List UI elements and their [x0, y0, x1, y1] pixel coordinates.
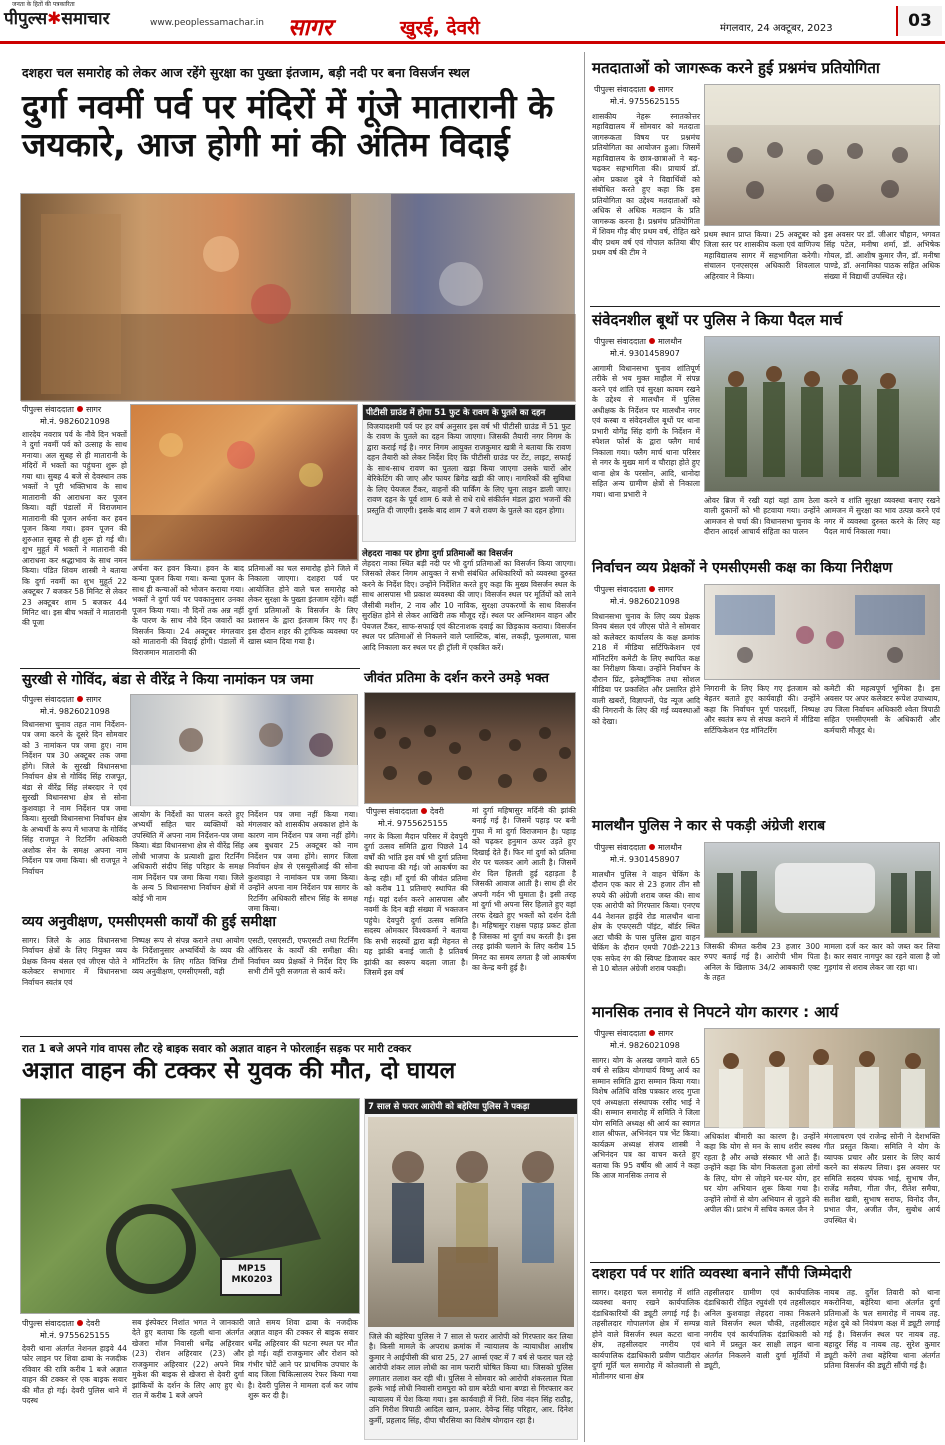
ravan-title: पीटीसी ग्राउंड में होगा 51 फुट के रावण के पुतले का दहन	[363, 405, 575, 420]
column-divider	[584, 52, 585, 1442]
yoga-headline: मानसिक तनाव से निपटने योग कारगर : आर्य	[592, 1003, 839, 1021]
visarjan-box	[362, 548, 576, 666]
quiz-col2: प्रथम स्थान प्राप्त किया। 25 अक्टूबर को जिला स्तर पर शासकीय कला एवं वाणिज्य महाविद्यालय सागर में सहभागिता करेगी। संचालन एनएसएस अधिकारी शिवलाल अहिरवार ने किया।	[704, 230, 820, 281]
accident-photo	[20, 1098, 360, 1314]
accident-reporter: पीपुल्स संवाददाता	[22, 1319, 74, 1328]
page-number: 03	[896, 6, 942, 36]
darshan-byline	[366, 806, 444, 817]
accident-col2: सब इंस्पेक्टर निशांत भगत ने जानकारी देते हुए बताया कि रहली थाना अंतर्गत खेजरा मॉज निवासी धर्मेंद्र अहिरवार (23) रोशन अहिरवार (23) और राजकुमार अहिरवार (22) अपने मित्र मुकेश की बाइक से खेजरा से देवरी दुर्गा झांकियों के दर्शन के लिए आए हुए थे। रात में करीब 1 बजे अपने	[132, 1318, 244, 1401]
accident-byline	[22, 1318, 100, 1329]
dussehra-col2: तहसीलदार ग्रामीण एवं कार्यपालिक दंडाधिकारी रोहित रघुवंशी एवं तहसीलदार अनिल कुशवाहा लेहदरा नाका निकलने वाले विसर्जन स्थल चौकी, तहसीलदार नगरीय एवं कार्यपालिक दंडाधिकारी को थाने में प्रस्तुत कर साक्षी लाइन थाना अंतर्गत निकलने वाली दुर्गा मूर्तियों में ड्यूटी,	[704, 1288, 820, 1371]
rule	[590, 306, 940, 307]
accident-mobile: मो.नं. 9755625155	[40, 1331, 110, 1340]
puja-photo-art	[131, 405, 359, 561]
lead-photo-art	[21, 194, 576, 402]
quiz-col3: इस अवसर पर डॉ. जीआर चौहान, भगवत सिंह पटेल, मनीषा शर्मा, डॉ. अभिषेक गोयल, डॉ. आशीष कुमार जैन, डॉ. मनीषा पाण्डे, डॉ. अनामिका पाठक सहित अधिक संख्या में विद्यार्थी उपस्थित रहे।	[824, 230, 940, 281]
quiz-mobile: मो.नं. 9755625155	[610, 97, 680, 106]
expense-headline: व्यय अनुवीक्षण, एमसीएमसी कार्यों की हुई समीक्षा	[22, 914, 276, 930]
inspection-place: सागर	[657, 585, 674, 594]
inspection-reporter: पीपुल्स संवाददाता	[594, 585, 646, 594]
liquor-photo	[704, 842, 940, 938]
nomination-place: सागर	[85, 695, 102, 704]
quiz-photo	[704, 84, 940, 226]
yoga-col3: मंगलाचरण एवं राजेन्द्र सोनी ने देशभक्ति गीत प्रस्तुत किया। समिति ने योग के व्यापक प्रचार और प्रसार के लिए कार्य करने का संकल्प लिया। इस अवसर पर समिति सदस्य चंपक भाई, सुभाष जैन, राजेंद्र मलैया, गीता जैन, रीतेश समैया, सतीश खत्री, सुभाष सराफ, विनोद जैन, प्रभात जैन, अजीत जैन, सुबोध आर्य उपस्थित थे।	[824, 1132, 940, 1225]
ravan-body: विजयादशमी पर्व पर हर वर्ष अनुसार इस वर्ष भी पीटीसी ग्राउंड में 51 फुट के रावण के पुतले का दहन किया जाएगा। जिसकी तैयारी नगर निगम के द्वारा कराई गई है। नगर निगम आयुक्त राजकुमार खत्री ने बताया कि रावण दहन तैयारी को लेकर निर्देश दिए कि पीटीसी ग्राउंड पर टेंट, लाइट, सफाई के साथ-साथ रावण का पुतला खड़ा किया जाएगा उसके चारों ओर बेरिकेटिंग की जाए और फायर ब्रिगेड खड़ी की जाए। नागरिकों की सुविधा के लिए पेयजल टैंकर, वाहनों की पार्किंग के लिए चूना लाइन डाली जाए। रावण दहन के पूर्व शाम 6 बजे से राधे राधे संकीर्तन मंडल द्वारा भजनों की प्रस्तुति दी जाएगी। इसके बाद शाम 7 बजे रावण के पुतले का दहन होगा।	[367, 422, 571, 515]
march-reporter: पीपुल्स संवाददाता	[594, 337, 646, 346]
yoga-col2: अधिकांश बीमारी का कारण है। उन्होंने कहा कि योग से मन के साथ शरीर स्वस्थ रहता है और अच्छे संस्कार भी आते हैं। उन्होंने कहा कि योग निकलता हुआ लोगों के लिए, योग से जोड़ने घर-घर योग, हर घर योग अभियान शुरू किया गया है। उन्होंने लोगों से योग अभियान से जुड़ने की अपील की। प्रारंभ में सचिव कमल जैन ने	[704, 1132, 820, 1215]
march-col3: करने व शांति सुरक्षा व्यवस्था बनाए रखने आमजन में सुरक्षा का भाव उत्पन्न करने एवं नगर में व्यवस्था दुरुस्त करने के लिए यह पैदल मार्च निकाला गया।	[824, 496, 940, 537]
expense-col3: एसटी, एसएसटी, एफएसटी तथा रिटर्निंग ऑफिसर के कार्यों की समीक्षा की। निर्वाचन व्यय प्रेक्षकों ने निर्देश दिए कि सभी टीमें पूरी सजगता से कार्य करें।	[248, 936, 358, 977]
march-headline: संवेदनशील बूथों पर पुलिस ने किया पैदल मार्च	[592, 311, 843, 329]
lead-reporter: पीपुल्स संवाददाता	[22, 405, 74, 414]
felicitation-art	[705, 1029, 941, 1129]
march-photo	[704, 336, 940, 492]
liquor-col2: जिसकी कीमत करीब 23 हजार 300 रुपए बताई गई है। आरोपी भीम पिता अनिल के खिलाफ 34/2 आबकारी एक्ट के तहत	[704, 942, 820, 983]
nomination-col1: विधानसभा चुनाव तहत नाम निर्देशन-पत्र जमा करने के दूसरे दिन सोमवार को 3 नामांकन पत्र जमा हुए। नाम निर्देशन पत्र 30 अक्टूबर तक जमा होंगे। जिले के सुरखी विधानसभा निर्वाचन क्षेत्र से गोविंद सिंह राजपूत, बंडा से वीरेंद्र सिंह लंबरदार ने एवं सुरखी विधानसभा क्षेत्र से सोना कुशवाहा ने नाम निर्देशन पत्र जमा किया। सुरखी विधानसभा निर्वाचन क्षेत्र के अभ्यर्थी के रूप में भाजपा के गोविंद सिंह राजपूत ने रिटर्निंग अधिकारी अशोक सेन के समक्ष अपना नाम निर्देशन पत्र जमा किया। श्री राजपूत ने निर्वाचन	[22, 720, 128, 876]
march-byline	[594, 336, 682, 347]
accident-place: देवरी	[85, 1319, 100, 1328]
number-plate: MP15 MK0203	[231, 1264, 273, 1285]
nomination-byline	[22, 694, 101, 705]
inspection-byline	[594, 584, 673, 595]
accident-col3: जाते समय शिवा ढाबा के नजदीक अज्ञात वाहन की टक्कर से बाइक सवार धर्मेंद्र अहिरवार की घटना स्थल पर मौत हो गई। वहीं राजकुमार और रोशन को गंभीर चोटें आने पर प्राथमिक उपचार के बाद जिला चिकित्सालय रेफर किया गया है। देवरी पुलिस ने मामला दर्ज कर जांच शुरू कर दी है।	[248, 1318, 358, 1401]
quiz-col1: शासकीय नेहरू स्नातकोत्तर महाविद्यालय में सोमवार को मतदाता जागरूकता विषय पर प्रश्नमंच प्रतियोगिता का आयोजन हुआ। जिसमें महाविद्यालय के छात्र-छात्राओं ने बढ़-चढ़कर सहभागिता की। प्राचार्य डॉ. ओम प्रकाश दुबे ने विद्यार्थियों को संबोधित करते हुए कहा कि इस प्रतियोगिता का उद्देश्य मतदाताओं को अधिक से अधिक मतदान के प्रति जागरूक करना है। प्रश्नमंच प्रतियोगिता में शिवम गौड़ बीए प्रथम वर्ष, रोहित खरे बीए प्रथम वर्ष एवं गोपाल कतिया बीए प्रथम वर्ष की टीम ने	[592, 112, 700, 258]
expense-col2: निष्पक्ष रूप से संपन्न कराने तथा आयोग के निर्देशानुसार अभ्यर्थियों के व्यय की मॉनिटरिंग के लिए गठित विभिन्न टीमों व्यय अनुवीक्षण, एमसीएमसी, वही	[132, 936, 244, 977]
issue-date: मंगलवार, 24 अक्टूबर, 2023	[720, 23, 833, 34]
arrest-title: 7 साल से फरार आरोपी को बहेरिया पुलिस ने पकड़ा	[365, 1099, 577, 1114]
rule	[20, 1036, 578, 1037]
crowd-photo	[364, 692, 576, 804]
arrest-body: जिले की बहेरिया पुलिस ने 7 साल से फरार आरोपी को गिरफ्तार कर लिया है। किसी मामले के अपराध क्रमांक में न्यायालय के न्यायाधीश आशीष कुमार ने आईपीसी की धारा 25, 27 आर्म्स एक्ट में 7 वर्ष से फरार चल रहे आरोपी शंकर लाल लोधी का नाम फरारी घोषित किया था। जिसको पुलिस लगातार तलाश कर रही थी। पुलिस ने सोमवार को आरोपी शंकरलाल पिता हल्के भाई लोधी निवासी रामपुरा को ग्राम बरेठी थाना बण्डा से गिरफ्तार कर न्यायालय में पेश किया गया। इस कार्यवाही में निरी. शिव नंदन सिंह राठौड़, उनि गिरीश त्रिपाठी आदिल खान, प्रआर. देवेन्द्र सिंह परिहार, आर. दिनेश कुर्मी, प्रहलाद सिंह, दीपा चौरसिया का विशेष योगदान रहा है।	[369, 1332, 573, 1425]
dussehra-col3: नायब तह. दुर्गेश तिवारी को थाना मकरोनिया, बहेरिया थाना अंतर्गत दुर्गा प्रतिमाओं के चल समारोह में नायब तह. महेश दुबे को नियंत्रण कक्ष में ड्यूटी लगाई गई है। विसर्जन स्थल पर नायब तह. बहादुर सिंह व नायब तह. सुरेश कुमार ड्यूटी करेंगे तथा बहेरिया थाना अंतर्गत प्रतिमा विसर्जन की ड्यूटी सौंपी गई है।	[824, 1288, 940, 1371]
rule	[590, 1262, 940, 1263]
visarjan-title: लेहदरा नाका पर होगा दुर्गा प्रतिमाओं का विसर्जन	[362, 549, 513, 559]
nomination-mobile: मो.नं. 9826021098	[40, 707, 110, 716]
brand-prefix: पीपुल्स	[4, 9, 48, 29]
liquor-col1: मालथौन पुलिस ने वाहन चेकिंग के दौरान एक कार से 23 हजार तीन सौ रुपये की अंग्रेजी शराब जब्त की। साथ एक आरोपी को गिरफ्तार किया। एनएच 44 नेशनल हाईवे रोड मालथौन थाना क्षेत्र के एफएसटी पॉइंट, बॉर्डर स्थित अटा चौकी के पास पुलिस द्वारा वाहन चेकिंग के दौरान एमपी 70डी-2213 एक सफेद रंग की स्विफ्ट डिजायर कार से 10 बोतल अंग्रेजी शराब पकड़ी।	[592, 870, 700, 974]
inspection-headline: निर्वाचन व्यय प्रेक्षकों ने एमसीएमसी कक्ष का किया निरीक्षण	[592, 560, 893, 576]
inspection-mobile: मो.नं. 9826021098	[610, 597, 680, 606]
lead-col3: प्रतिमाओं का चल समारोह होने जिले में निकाला जाएगा। दशहरा पर्व पर आयोजित होने वाले चल समारोह को लेकर सुरक्षा के पुख्ता इंतजाम रहेंगे। वहीं दुर्गा प्रतिमाओं के विसर्जन के लिए प्रशासन के द्वारा इंतजाम किए गए हैं। इस दौरान शहर की ट्राफिक व्यवस्था पर खास ध्यान दिया गया है।	[248, 564, 358, 647]
car-seizure-art	[705, 843, 941, 939]
arrest-photo-art	[368, 1117, 576, 1327]
puja-photo	[130, 404, 358, 560]
police-march-art	[705, 337, 941, 493]
expense-col1: सागर। जिले के आठ विधानसभा निर्वाचन क्षेत्रों के लिए नियुक्त व्यय प्रेक्षक विनय बंसल एवं जीएस पोते ने कलेक्टर सभागार में विधानसभा निर्वाचन स्वतंत्र एवं	[22, 936, 127, 987]
liquor-col3: मामला दर्ज कर कार को जब्त कर लिया है। कार सवार नागपुर का रहने वाला है जो गुड़गांव से शराब लेकर जा रहा था।	[824, 942, 940, 972]
lead-kicker: दशहरा चल समारोह को लेकर आज रहेंगे सुरक्षा का पुख्ता इंतजाम, बड़ी नदी पर बना विसर्जन स्थल	[22, 65, 470, 80]
march-mobile: मो.नं. 9301458907	[610, 349, 680, 358]
nomination-photo-art	[131, 695, 359, 807]
city-title: सागर	[288, 15, 332, 41]
arrest-photo	[368, 1117, 574, 1327]
lead-col2: अर्चना कर हवन किया। हवन के बाद कन्या पूजन किया गया। कन्या पूजन के साथ ही कन्याओं को भोजन कराया गया। भक्तों ने दुर्गा पर्व पर पवकानुसार उनका पूजन किया गया। नौ दिनों तक अन्न नहीं के पारण के साथ नौवे दिन जवारों का विसर्जन किया। 24 अक्टूबर मंगलवार को मातारानी की विदाई होगी। पंडालों में विराजमान मातारानी की	[132, 564, 244, 657]
liquor-place: मालथौन	[657, 843, 682, 852]
dussehra-col1: सागर। दशहरा चल समारोह में शांति व्यवस्था बनाए रखने कार्यपालिक दंडाधिकारियों की ड्यूटी लगाई गई है। तहसीलदार गोपालगंज क्षेत्र में सम्पन्न होने वाले विसर्जन स्थल कटरा थाना क्षेत्र, तहसीलदार नगरीय एवं कार्यपालिक दंडाधिकारी प्रवीण पाटीदार दुर्गा मूर्ति चल समारोह में कोतवाली से मोतीनगर थाना क्षेत्र	[592, 1288, 700, 1381]
yoga-reporter: पीपुल्स संवाददाता	[594, 1029, 646, 1038]
mcmc-room-art	[705, 585, 941, 681]
nomination-headline: सुरखी से गोविंद, बंडा से वीरेंद्र ने किया नामांकन पत्र जमा	[22, 672, 314, 688]
crowd-photo-art	[365, 693, 577, 805]
rule	[20, 668, 360, 669]
ravan-box	[362, 404, 576, 542]
darshan-mobile: मो.नं. 9755625155	[378, 819, 448, 828]
inspection-photo	[704, 584, 940, 680]
yoga-place: सागर	[657, 1029, 674, 1038]
inspection-col3: कमेटी की महत्वपूर्ण भूमिका है। इस अवसर पर अपर कलेक्टर रूपेश उपाध्याय, उप जिला निर्वाचन अधिकारी श्वेता त्रिपाठी सहित एमसीएमसी के अधिकारी और कर्मचारी मौजूद थे।	[824, 684, 940, 735]
nomination-col3: निर्देशन पत्र जमा नहीं किया गया। मंगलवार को शासकीय अवकाश होने के कारण नाम निर्देशन पत्र जमा नहीं होंगे। अब बुधवार 25 अक्टूबर को नाम निर्देशन पत्र जमा होंगे। सागर जिला निर्वाचन क्षेत्र से एसयूसीआई की सोना कुशवाहा ने नामांकन पत्र जमा किया। उन्होंने अपना नाम निर्देशन पत्र सागर के रिटर्निंग अधिकारी सौरभ सिंह के समक्ष जमा किया।	[248, 810, 358, 914]
inspection-col1: विधानसभा चुनाव के लिए व्यय प्रेक्षक विनय बंसल एवं जीएस पोते ने सोमवार को कलेक्टर कार्यालय के कक्ष क्रमांक 218 में मीडिया सर्टिफिकेशन एवं मॉनिटरिंग कमेटी के लिए स्थापित कक्ष का निरीक्षण किया। उन्होंने निर्वाचन के दौरान प्रिंट, इलेक्ट्रॉनिक तथा सोशल मीडिया पर प्रकाशित और प्रसारित होने वाली खबरों, विज्ञापनों, पेड न्यूज आदि की निगरानी के लिए की गई व्यवस्थाओं को देखा।	[592, 612, 700, 726]
visarjan-body: लेहदरा नाका स्थित बड़ी नदी पर भी दुर्गा प्रतिमाओं का विसर्जन किया जाएगा। जिसको लेकर निगम आयुक्त ने सभी संबंधित अधिकारियों को व्यवस्था दुरुस्त करने के निर्देश दिए। उन्होंने निर्देशित करते हुए कहा कि मुख्य विसर्जन स्थल के साथ आसपास भी प्रकाश व्यवस्था की जाए। विसर्जन स्थल पर मूर्तियों को लाने जैसीबी मशीन, 2 नाव और 10 नाविक, सुरक्षा उपकरणों के साथ विसर्जन सुरक्षित होने से लेकर आखिरी तक मौजूद रहें। स्थल पर अग्निशमन वाहन और पेयजल टैंकर, साफ-सफाई एवं कीटनाशक दवाई का छिड़काव कराया। विसर्जन स्थल पर प्रतिमाओं से निकलने वाले प्लास्टिक, बांस, लकड़ी, फूलमाला, घास आदि निकाला कर स्थल पर ही ट्रॉली में एकत्रित करें।	[362, 559, 576, 652]
quiz-place: सागर	[657, 85, 674, 94]
accident-headline: अज्ञात वाहन की टक्कर से युवक की मौत, दो घायल	[22, 1058, 456, 1084]
accident-col1: देवरी थाना अंतर्गत नेशनल हाइवे 44 फोर लाइन पर शिवा ढाबा के नजदीक रविवार की रात्रि करीब 1 बजे अज्ञात वाहन की टक्कर से एक बाइक सवार की मौत हो गई। देवरी पुलिस थाने में पदस्थ	[22, 1344, 127, 1406]
liquor-reporter: पीपुल्स संवाददाता	[594, 843, 646, 852]
lead-photo	[20, 193, 575, 401]
lead-mobile: मो.नं. 9826021098	[40, 417, 110, 426]
liquor-headline: मालथौन पुलिस ने कार से पकड़ी अंग्रेजी शराब	[592, 818, 826, 834]
quiz-headline: मतदाताओं को जागरूक करने हुई प्रश्नमंच प्रतियोगिता	[592, 59, 880, 77]
inspection-col2: निगरानी के लिए किए गए इंतजाम को बेहतर बताते हुए कार्यवाही की। उन्होंने कहा कि निर्वाचन पूर्ण पारदर्शी, निष्पक्ष और स्वतंत्र रूप से संपन्न कराने में मीडिया सर्टिफिकेशन एंड मॉनिटरिंग	[704, 684, 820, 735]
march-place: मालथौन	[657, 337, 682, 346]
website: www.peoplessamachar.in	[150, 18, 264, 28]
darshan-headline: जीवंत प्रतिमा के दर्शन करने उमड़े भक्त	[364, 671, 549, 686]
nomination-reporter: पीपुल्स संवाददाता	[22, 695, 74, 704]
lead-headline: दुर्गा नवमीं पर्व पर मंदिरों में गूंजे मातारानी के जयकारे, आज होगी मां की अंतिम विदाई	[22, 87, 554, 164]
nomination-photo	[130, 694, 358, 806]
brand-suffix: समाचार	[61, 9, 110, 29]
lead-byline	[22, 404, 101, 415]
march-col1: आगामी विधानसभा चुनाव शांतिपूर्ण तरीके से भय मुक्त माहौल में संपन्न करने एवं शांति एवं सुरक्षा कायम रखने के उद्देश्य से मालथौन में पुलिस अधीक्षक के निर्देशन पर मालथौन नगर एवं कस्बा व संवेदनशील बूथों पर थाना प्रभारी योगेंद्र सिंह दांगी के निर्देशन में स्पेशल फोर्स के द्वारा फ्लैग मार्च निकाला गया। फ्लैग मार्च थाना परिसर से नगर के मुख्य मार्ग व चौराहा होते हुए थाना क्षेत्र के परसोन, आदि, धानोदा सहित अन्य ग्रामीण क्षेत्रों से निकाला गया। थाना प्रभारी ने	[592, 364, 700, 499]
quiz-byline	[594, 84, 673, 95]
arrest-box	[364, 1098, 578, 1440]
nomination-col2: आयोग के निर्देशों का पालन करते हुए अभ्यर्थी सहित चार व्यक्तियों को उपस्थिति में अपना नाम निर्देशन-पत्र जमा किया। बंडा विधानसभा क्षेत्र से वीरेंद्र सिंह लोधी भाजपा के प्रत्याशी द्वारा रिटर्निंग अधिकारी संदीप सिंह परिहार के समक्ष नाम निर्देशन पत्र जमा किया गया। जिले के अन्य 5 विधानसभा निर्वाचन क्षेत्रों में कोई भी नाम	[132, 810, 244, 903]
yoga-photo	[704, 1028, 940, 1128]
quiz-reporter: पीपुल्स संवाददाता	[594, 85, 646, 94]
lead-place: सागर	[85, 405, 102, 414]
lead-col1: शारदेय नवरात्र पर्व के नौवे दिन भक्तों ने दुर्गा नवमीं पर्व को उत्साह के साथ मनाया। अल सुबह से ही मातारानी के मंदिरों में भक्तों का पहुंचना शुरू हो गया था। सुबह 4 बजे से देवस्थान तक भक्तों ने पूरी भक्तिभाव के साथ मातारानी की आराधना कर पूजन किया। वहीं पंडालों में विराजमान मातारानी की पूजन अर्चना कर हवन पूजन किया गया। हवन पूजन की शुरुआत सुबह से ही शुरू हो गई थी। शुभ मुहूर्त में भक्तों ने मातारानी की आराधना कर श्रद्धाभाव के साथ नमन किया। पंडित शिवम शास्त्री ने बताया कि दुर्गा नवमीं का शुभ मुहूर्त 22 अक्टूबर 7 बजकर 58 मिनिट से लेकर 23 अक्टूबर शाम 5 बजकर 44 मिनिट था। इस बीच भक्तों ने मातारानी की पूजा	[22, 430, 127, 628]
brand-logo: जनता के हितों की पत्रकारिता पीपुल्स✱समाचार	[4, 1, 110, 29]
liquor-byline	[594, 842, 682, 853]
darshan-reporter: पीपुल्स संवाददाता	[366, 807, 418, 816]
dussehra-headline: दशहरा पर्व पर शांति व्यवस्था बनाने सौंपी जिम्मेदारी	[592, 1266, 852, 1282]
liquor-mobile: मो.नं. 9301458907	[610, 855, 680, 864]
yoga-byline	[594, 1028, 673, 1039]
sub-title: खुरई, देवरी	[400, 17, 480, 39]
classroom-art	[705, 85, 941, 227]
brand-tagline: जनता के हितों की पत्रकारिता	[12, 1, 75, 8]
masthead	[0, 0, 945, 44]
yoga-mobile: मो.नं. 9826021098	[610, 1041, 680, 1050]
accident-kicker: रात 1 बजे अपने गांव वापस लौट रहे बाइक सवार को अज्ञात वाहन ने फोरलाईन सड़क पर मारी टक्कर	[22, 1043, 412, 1055]
darshan-col1: नगर के किला मैदान परिसर में देवपुरी दुर्गा उत्सव समिति द्वारा पिछले 14 वर्षों की भांति इस वर्ष भी दुर्गा प्रतिमा की स्थापना की गई। जो आकर्षण का केन्द्र रही। माँ दुर्गा की जीवंत प्रतिमा को करीब 11 प्रतिमाएं स्थापित की गई। यहां दर्शन करने आसपास और नवमीं के दिन बड़ी संख्या में भक्तजन पहुंचे। देवपुरी दुर्गा उत्सव समिति सदस्य ओमकार विश्वकर्मा ने बताया कि सभी सदस्यों द्वारा बड़ी मेहनत से यह झांकी बनाई जाती है प्रतिवर्ष झांकी का स्वरूप बदला जाता है। जिसमें इस वर्ष	[364, 832, 468, 978]
yoga-col1: सागर। योग के अलख जगाने वाले 65 वर्ष से सक्रिय योगाचार्य विष्णु आर्य का सम्मान समिति द्वारा सम्मान किया गया। विशेष अतिथि वरिष्ठ पत्रकार शरद गुप्ता एवं अध्यक्षता संस्थापक रसीद भाई ने की। सम्मान समारोह में समिति ने जिला योग समिति अध्यक्ष श्री आर्य का स्वागत शाल श्रीफल, अभिनंदन पत्र भेंट किया। कार्यक्रम अध्यक्ष संजय शास्त्री ने अभिनंदन पत्र का वाचन करते हुए बताया कि 95 वर्षीय श्री आर्य ने कहा कि आज मानसिक तनाव से	[592, 1056, 700, 1181]
march-col2: ओवर ब्रिज में रखी यहां यहां ठाम ठेला वाली दुकानों को भी हटवाया गया। उन्होंने आमजन से चर्चा की। विधानसभा चुनाव के दौरान आदर्श आचार्य संहिता का पालन	[704, 496, 820, 537]
bike-wreck-art	[21, 1099, 361, 1315]
darshan-place: देवरी	[429, 807, 444, 816]
darshan-col2: मां दुर्गा महिषासुर मर्दिनी की झांकी बनाई गई है। जिसमें पहाड़ पर बनी गुफा में मां दुर्गा विराजमान है। पहाड़ को चढ़कर हनुमान ऊपर उड़ते हुए दिखाई देते हैं। फिर मां दुर्गा को प्रतिमा शेर पर चलकर आगे आती है। जिसमें शेर दिल हिलती हुई दहाड़ता है जिसकी आवाज आती है। साथ ही शेर अपनी गर्दन भी घुमाता है। इसी तरह मां दुर्गा भी अपना सिर हिलाते हुए वहां तरफ देखते हुए भक्तों को दर्शन देती है। महिषासुर राक्षस पहाड़ प्रकट होता है जिसका मां दुर्गा वध करती है। इस तरह झांकी चलाने के लिए करीब 15 मिनट का समय लगता है जो आकर्षण का केन्द्र बनी हुई है।	[472, 806, 576, 973]
